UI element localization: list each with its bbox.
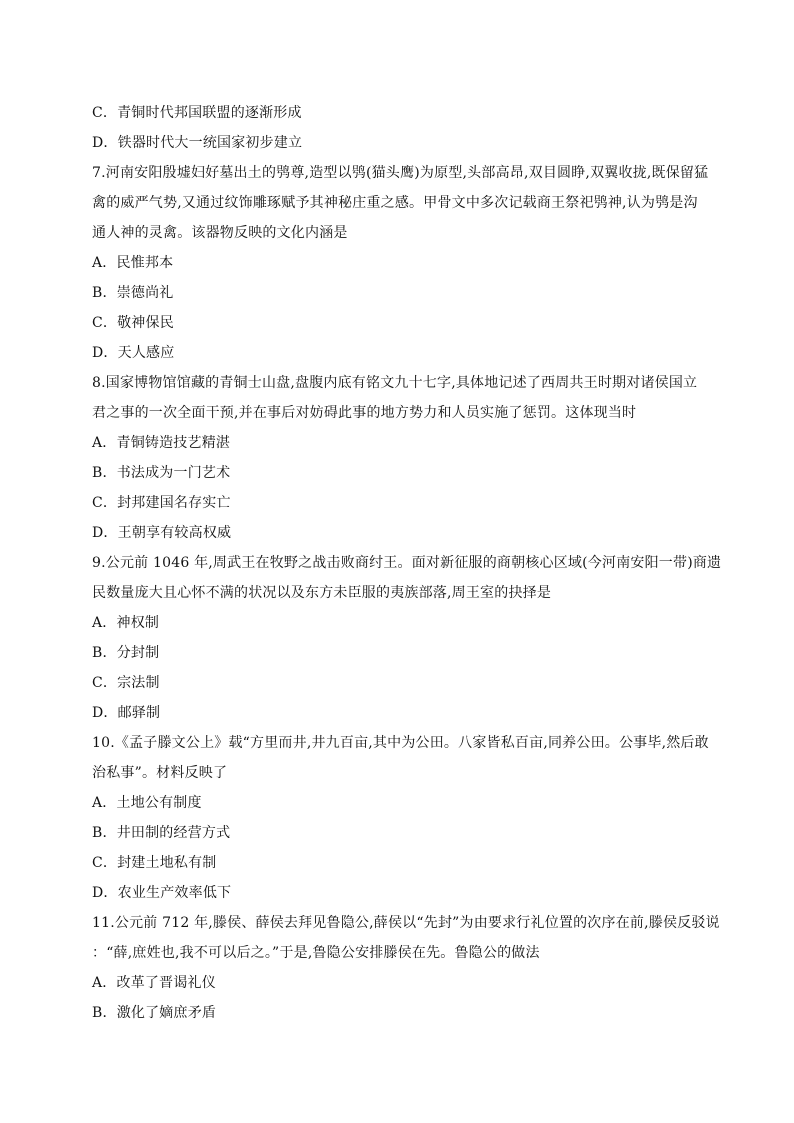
q9-option-a: A．神权制 [92,615,160,631]
q9-option-d: D．邮驿制 [92,705,161,721]
q8-option-d: D．王朝享有较高权威 [92,525,232,541]
prev-option-c: C．青铜时代邦国联盟的逐渐形成 [92,105,302,121]
q8-option-a: A．青铜铸造技艺精湛 [92,435,231,451]
q8-option-b: B．书法成为一门艺术 [92,465,231,481]
q9-option-c: C．宗法制 [92,675,160,691]
q7-option-c: C．敬神保民 [92,315,174,331]
q10-option-c: C．封建土地私有制 [92,855,217,871]
q7-option-b: B．崇德尚礼 [92,285,174,301]
q9-stem-line-2: 民数量庞大且心怀不满的状况以及东方未臣服的夷族部落,周王室的抉择是 [92,585,552,601]
q9-option-b: B．分封制 [92,645,160,661]
q10-option-b: B．井田制的经营方式 [92,825,231,841]
q7-option-d: D．天人感应 [92,345,175,361]
q11-stem-line-2: ：“薛,庶姓也,我不可以后之。”于是,鲁隐公安排滕侯在先。鲁隐公的做法 [92,945,540,961]
q9-stem-line-1: 9.公元前 1046 年,周武王在牧野之战击败商纣王。面对新征服的商朝核心区域(今河南安阳一带)商遗 [92,555,722,571]
q7-stem-line-1: 7.河南安阳殷墟妇好墓出土的鸮尊,造型以鸮(猫头鹰)为原型,头部高昂,双目圆睁,双翼收拢,既保留猛 [92,165,709,181]
q10-stem-line-1: 10.《孟子滕文公上》载“方里而井,井九百亩,其中为公田。八家皆私百亩,同养公田。公事毕,然后敢 [92,735,709,751]
q11-stem-line-1: 11.公元前 712 年,滕侯、薛侯去拜见鲁隐公,薛侯以“先封”为由要求行礼位置的次序在前,滕侯反驳说 [92,915,720,931]
q10-stem-line-2: 治私事”。材料反映了 [92,765,228,781]
q7-option-a: A．民惟邦本 [92,255,174,271]
q10-option-d: D．农业生产效率低下 [92,885,232,901]
q10-option-a: A．土地公有制度 [92,795,202,811]
q8-option-c: C．封邦建国名存实亡 [92,495,231,511]
q11-option-a: A．改革了晋谒礼仪 [92,975,216,991]
q7-stem-line-2: 禽的威严气势,又通过纹饰雕琢赋予其神秘庄重之感。甲骨文中多次记载商王祭祀鸮神,认为鸮是沟 [92,195,698,211]
prev-option-d: D．铁器时代大一统国家初步建立 [92,135,303,151]
q8-stem-line-2: 君之事的一次全面干预,并在事后对妨碍此事的地方势力和人员实施了惩罚。这体现当时 [92,405,637,421]
q7-stem-line-3: 通人神的灵禽。该器物反映的文化内涵是 [92,225,348,241]
q11-option-b: B．激化了嫡庶矛盾 [92,1005,217,1021]
q8-stem-line-1: 8.国家博物馆馆藏的青铜士山盘,盘腹内底有铭文九十七字,具体地记述了西周共王时期对诸侯国立 [92,375,698,391]
